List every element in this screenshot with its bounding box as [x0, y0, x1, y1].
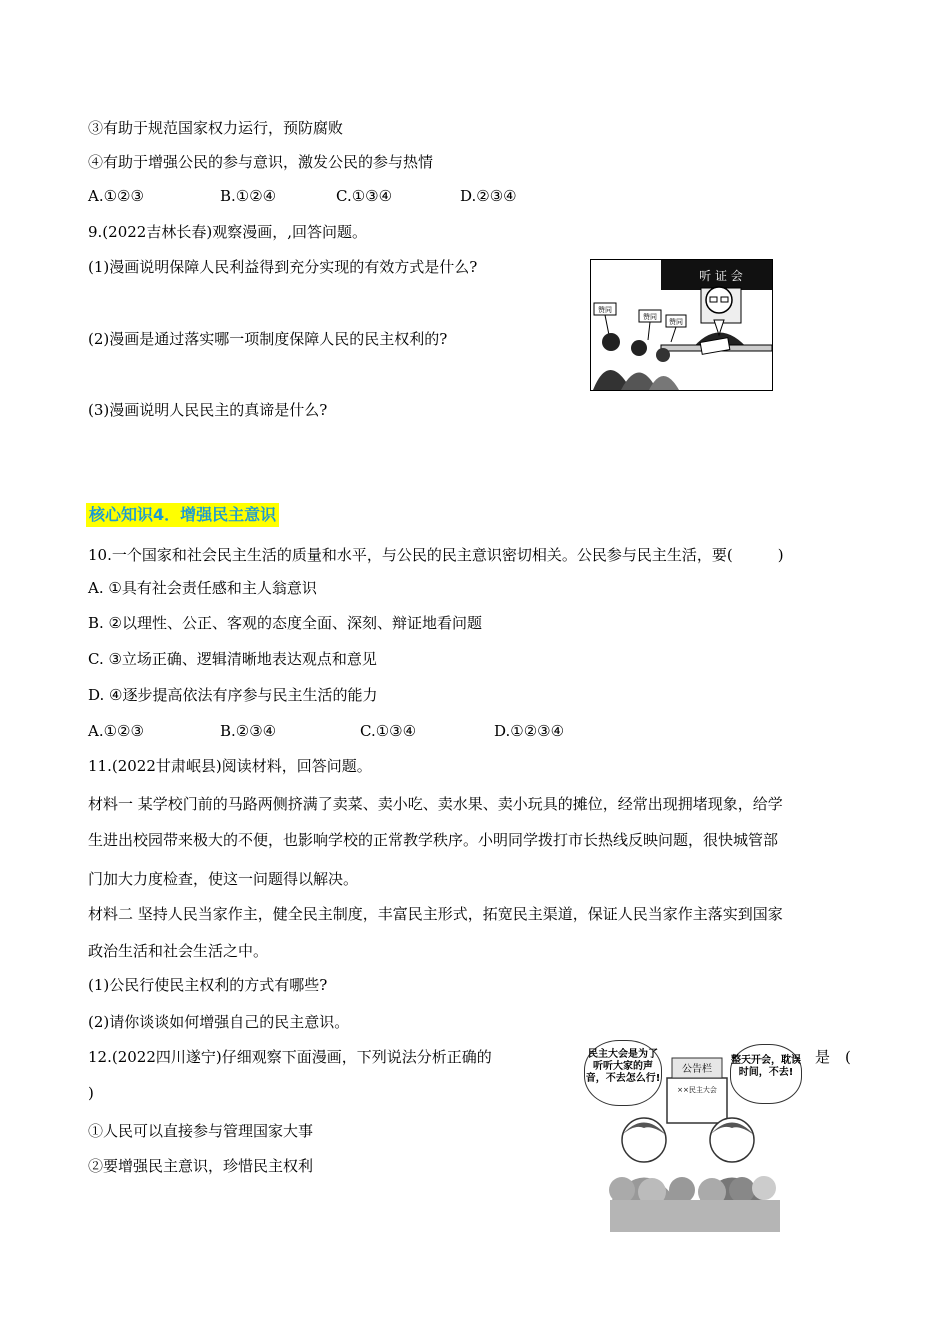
q10-stem: 10.一个国家和社会民主生活的质量和水平，与公民的民主意识密切相关。公民参与民主生活，要( ) [88, 546, 784, 564]
q11-sub2: (2)请你谈谈如何增强自己的民主意识。 [88, 1013, 350, 1031]
bubble-right: 整天开会，耽误时间，不去! [730, 1044, 802, 1104]
q10-item-c: C. ③立场正确、逻辑清晰地表达观点和意见 [88, 650, 377, 668]
q8-option-d[interactable]: D.②③④ [460, 187, 517, 205]
hearing-sign: 听 证 会 [699, 269, 743, 283]
board-title: 公告栏 [682, 1064, 712, 1075]
q8-option-b[interactable]: B.①②④ [220, 187, 277, 205]
material2-line1: 材料二 坚持人民当家作主，健全民主制度，丰富民主形式，拓宽民主渠道，保证人民当家作主落实到国家 [88, 905, 783, 923]
q10-option-d[interactable]: D.①②③④ [494, 722, 565, 740]
q12-stem-tail: 是 ( [815, 1048, 851, 1066]
q10-item-b: B. ②以理性、公正、客观的态度全面、深刻、辩证地看问题 [88, 614, 483, 632]
board-notice: ××民主大会 [677, 1086, 717, 1094]
q10-option-a[interactable]: A.①②③ [88, 722, 144, 740]
material2-line2: 政治生活和社会生活之中。 [88, 942, 269, 960]
democracy-meeting-cartoon [582, 1040, 812, 1232]
q8-option-a[interactable]: A.①②③ [88, 187, 144, 205]
q9-sub2: (2)漫画是通过落实哪一项制度保障人民的民主权利的? [88, 330, 448, 348]
q12-stem: 12.(2022四川遂宁)仔细观察下面漫画，下列说法分析正确的 [88, 1048, 492, 1066]
q10-option-b[interactable]: B.②③④ [220, 722, 277, 740]
q8-option-c[interactable]: C.①③④ [336, 187, 393, 205]
material1-line2: 生进出校园带来极大的不便，也影响学校的正常教学秩序。小明同学拨打市长热线反映问题，很快城管部 [88, 831, 779, 849]
bubble-left: 民主大会是为了听听大家的声音，不去怎么行! [584, 1040, 662, 1106]
q12-close-paren: ) [88, 1084, 94, 1102]
q10-item-a: A. ①具有社会责任感和主人翁意识 [88, 579, 317, 597]
material1-line1: 材料一 某学校门前的马路两侧挤满了卖菜、卖小吃、卖水果、卖小玩具的摊位，经常出现拥堵现象，给学 [88, 795, 783, 813]
q11-sub1: (1)公民行使民主权利的方式有哪些? [88, 976, 328, 994]
q8-options [88, 186, 517, 206]
q10-item-d: D. ④逐步提高依法有序参与民主生活的能力 [88, 686, 378, 704]
q10-options [88, 721, 564, 741]
cards [594, 303, 686, 327]
q10-option-c[interactable]: C.①③④ [360, 722, 417, 740]
q9-stem: 9.(2022吉林长春)观察漫画，,回答问题。 [88, 223, 367, 241]
card-3: 赞同 [669, 318, 683, 326]
statement-3: ③有助于规范国家权力运行，预防腐败 [88, 119, 344, 137]
q9-sub1: (1)漫画说明保障人民利益得到充分实现的有效方式是什么? [88, 258, 478, 276]
q12-item-2: ②要增强民主意识，珍惜民主权利 [88, 1157, 314, 1175]
section-heading: 核心知识4．增强民主意识 [86, 503, 279, 527]
q12-item-1: ①人民可以直接参与管理国家大事 [88, 1122, 314, 1140]
q11-stem: 11.(2022甘肃岷县)阅读材料，回答问题。 [88, 757, 372, 775]
card-2: 赞同 [643, 313, 657, 321]
material1-line3: 门加大力度检查，使这一问题得以解决。 [88, 870, 359, 888]
statement-4: ④有助于增强公民的参与意识，激发公民的参与热情 [88, 153, 434, 171]
card-1: 赞同 [598, 306, 612, 314]
q9-sub3: (3)漫画说明人民民主的真谛是什么? [88, 401, 328, 419]
hearing-cartoon [590, 259, 773, 391]
